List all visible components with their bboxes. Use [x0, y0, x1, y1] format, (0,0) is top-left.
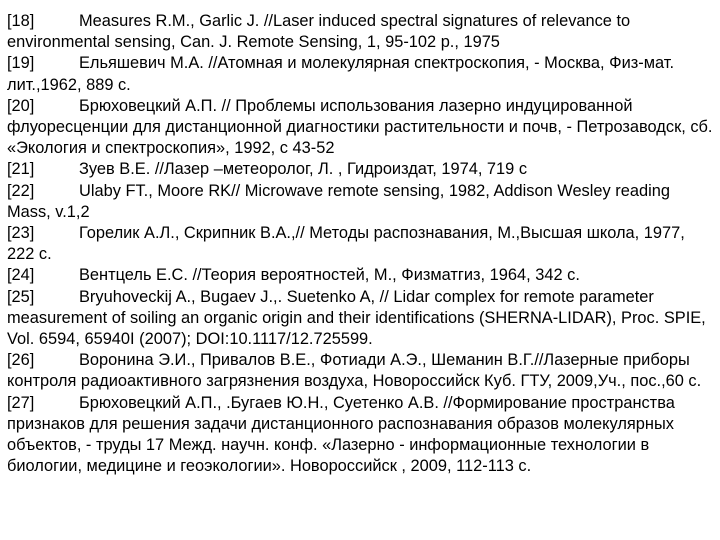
reference-text: Bryuhoveckij A., Bugaev J.,. Suetenko A, // Lidar complex for remote parameter measurement of soiling an organic origin and their identifications (SHERNA-LIDAR), Proc. SPIE, Vol. 6594, 65940I (2007); DOI:10.1117/12.725599. [7, 287, 706, 349]
reference-number: [26] [7, 351, 35, 370]
reference-text: Брюховецкий А.П., .Бугаев Ю.Н., Суетенко А.В. //Формирование пространства признаков для решения задачи дистанционного распознавания образов молекулярных объектов, - труды 17 Межд. научн. конф. «Лазерно - информационные технологии в биологии, медицине и геоэкологии». Новороссийск , 2009, 112-113 с. [7, 393, 675, 476]
reference-item [7, 96, 713, 160]
reference-text: Брюховецкий А.П. // Проблемы использования лазерно индуцированной флуоресценции для дистанционной диагностики растительности и почв, - Петрозаводск, сб. «Экология и спектроскопия», 1992, с 43-52 [7, 96, 713, 158]
reference-item [7, 223, 713, 265]
reference-text: Зуев В.Е. //Лазер –метеоролог, Л. , Гидроиздат, 1974, 719 с [79, 160, 528, 179]
reference-text: Вентцель Е.С. //Теория вероятностей, М., Физматгиз, 1964, 342 с. [79, 266, 580, 285]
reference-number: [20] [7, 96, 35, 115]
reference-number: [18] [7, 12, 35, 30]
reference-text: Ельяшевич М.А. //Атомная и молекулярная спектроскопия, - Москва, Физ-мат. лит.,1962, 889 с. [7, 54, 675, 94]
reference-number: [24] [7, 266, 35, 285]
reference-text: Ulaby FT., Moore RK// Microwave remote sensing, 1982, Addison Wesley reading Mass, v.1,2 [7, 181, 670, 221]
reference-number: [21] [7, 160, 35, 179]
reference-item [7, 265, 713, 286]
reference-number: [23] [7, 224, 35, 243]
reference-text: Measures R.M., Garlic J. //Laser induced spectral signatures of relevance to environmental sensing, Can. J. Remote Sensing, 1, 95-102 p., 1975 [7, 12, 631, 52]
reference-item [7, 159, 713, 180]
reference-item [7, 11, 713, 53]
reference-item [7, 350, 713, 392]
reference-item [7, 53, 713, 95]
reference-item [7, 393, 713, 478]
reference-text: Воронина Э.И., Привалов В.Е., Фотиади А.Э., Шеманин В.Г.//Лазерные приборы контроля радиоактивного загрязнения воздуха, Новороссийск Куб. ГТУ, 2009,Уч., пос.,60 с. [7, 351, 702, 391]
reference-text: Горелик А.Л., Скрипник В.А.,// Методы распознавания, М.,Высшая школа, 1977, 222 с. [7, 224, 685, 264]
reference-list [7, 11, 713, 477]
reference-number: [19] [7, 54, 35, 73]
reference-item [7, 287, 713, 351]
reference-number: [25] [7, 287, 35, 306]
reference-number: [22] [7, 181, 35, 200]
reference-number: [27] [7, 393, 35, 412]
reference-item [7, 181, 713, 223]
